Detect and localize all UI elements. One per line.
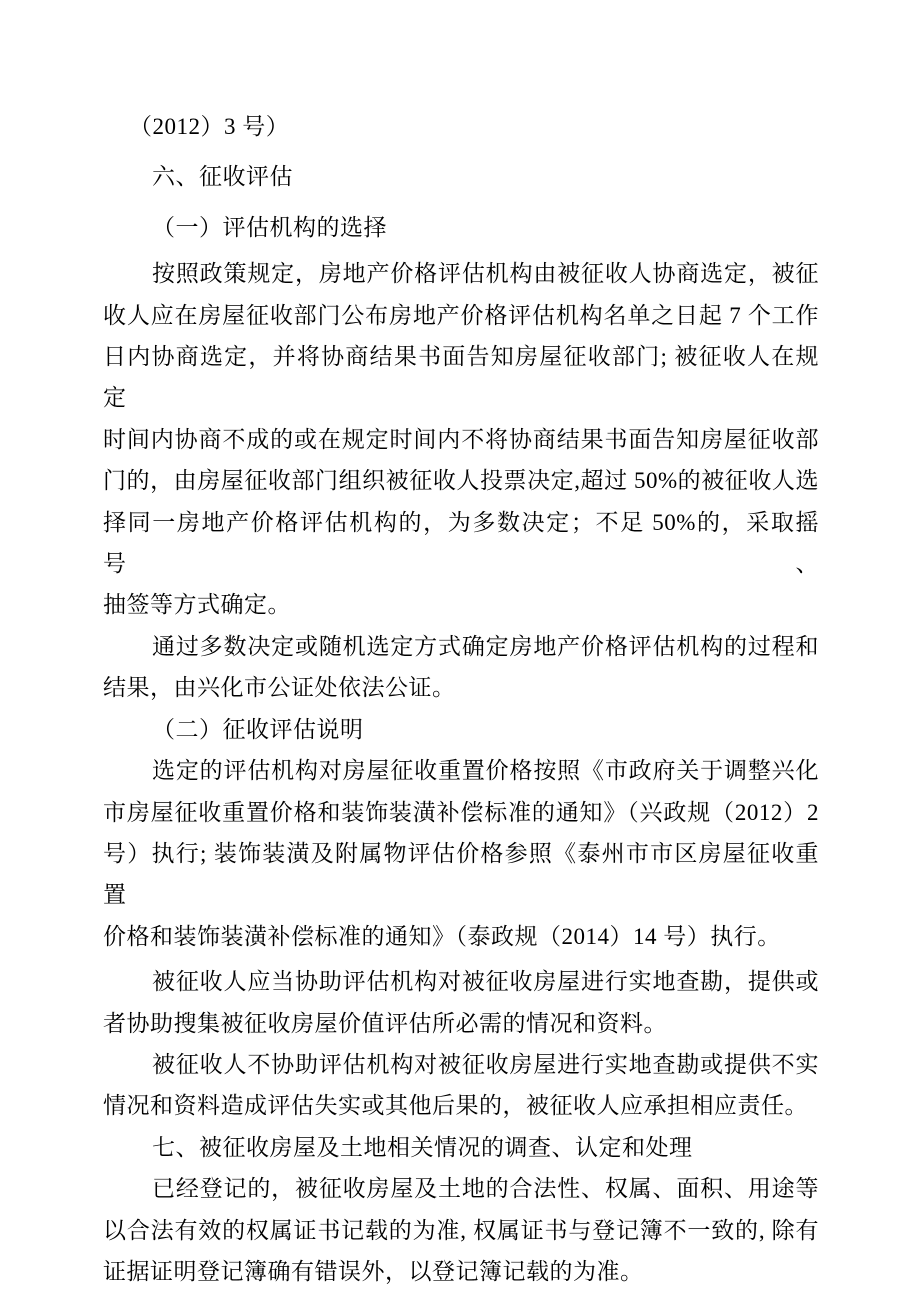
continuation-line-doc-number: （2012）3 号） bbox=[129, 114, 290, 139]
paragraph-end-line: 结果，由兴化市公证处依法公证。 bbox=[103, 675, 456, 701]
paragraph-line: 选定的评估机构对房屋征收重置价格按照《市政府关于调整兴化 bbox=[152, 758, 819, 784]
paragraph-line: 已经登记的，被征收房屋及土地的合法性、权属、面积、用途等 bbox=[152, 1176, 819, 1202]
paragraph-line: 收人应在房屋征收部门公布房地产价格评估机构名单之日起 7 个工作 bbox=[103, 302, 819, 328]
paragraph-end-line: 抽签等方式确定。 bbox=[103, 592, 291, 618]
paragraph-end-line: 者协助搜集被征收房屋价值评估所必需的情况和资料。 bbox=[103, 1010, 667, 1036]
paragraph-line: 被征收人不协助评估机构对被征收房屋进行实地查勘或提供不实 bbox=[152, 1051, 819, 1077]
subsection-6-1-heading: （一）评估机构的选择 bbox=[152, 214, 387, 240]
paragraph-end-line: 情况和资料造成评估失实或其他后果的，被征收人应承担相应责任。 bbox=[103, 1093, 808, 1119]
paragraph-line: 被征收人应当协助评估机构对被征收房屋进行实地查勘，提供或 bbox=[152, 969, 819, 995]
paragraph-line: 通过多数决定或随机选定方式确定房地产价格评估机构的过程和 bbox=[152, 633, 819, 659]
subsection-6-2-heading: （二）征收评估说明 bbox=[152, 716, 364, 742]
paragraph-line: 市房屋征收重置价格和装饰装潢补偿标准的通知》（兴政规（2012）2 bbox=[103, 799, 819, 825]
paragraph-line: 以合法有效的权属证书记载的为准, 权属证书与登记簿不一致的, 除有 bbox=[103, 1217, 819, 1243]
paragraph-end-line: 证据证明登记簿确有错误外，以登记簿记载的为准。 bbox=[103, 1258, 644, 1284]
section-7-heading: 七、被征收房屋及土地相关情况的调查、认定和处理 bbox=[152, 1134, 693, 1160]
paragraph-line: 日内协商选定，并将协商结果书面告知房屋征收部门; 被征收人在规定 bbox=[103, 344, 819, 411]
document-text-block bbox=[103, 106, 819, 1292]
paragraph-end-line: 价格和装饰装潢补偿标准的通知》（泰政规（2014）14 号）执行。 bbox=[103, 923, 781, 949]
paragraph-line: 时间内协商不成的或在规定时间内不将协商结果书面告知房屋征收部 bbox=[103, 426, 819, 452]
section-6-heading: 六、征收评估 bbox=[152, 164, 293, 190]
paragraph-line: 按照政策规定，房地产价格评估机构由被征收人协商选定，被征 bbox=[152, 261, 819, 287]
paragraph-line: 择同一房地产价格评估机构的，为多数决定；不足 50%的，采取摇号、 bbox=[103, 509, 819, 577]
paragraph-line: 号）执行; 装饰装潢及附属物评估价格参照《泰州市市区房屋征收重置 bbox=[103, 840, 819, 908]
paragraph-line: 门的，由房屋征收部门组织被征收人投票决定,超过 50%的被征收人选 bbox=[103, 468, 819, 494]
